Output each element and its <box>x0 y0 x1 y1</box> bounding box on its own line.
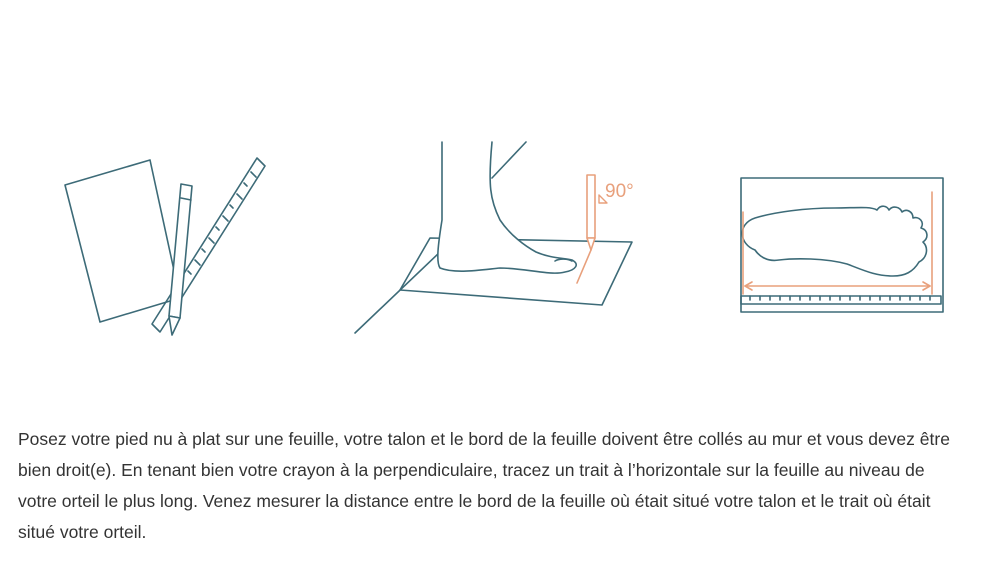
pencil-icon <box>169 184 192 335</box>
foot-measurement-illustration <box>735 172 950 317</box>
paper-pencil-ruler-illustration <box>55 150 275 345</box>
foot-on-paper-illustration <box>350 140 650 340</box>
angle-label: 90° <box>605 181 634 202</box>
instructions-text: Posez votre pied nu à plat sur une feuille, votre talon et le bord de la feuille doivent être collés au mur et vous devez être bien droit(e). En tenant bien votre crayon à la perpendiculaire, tracez un trait à l’horizontale sur la feuille au niveau de votre orteil le plus long. Venez mesurer la distance entre le bord de la feuille où était situé votre talon et le trait où était situé votre orteil. <box>18 429 950 542</box>
paper-sheet-icon <box>741 178 943 312</box>
ruler-icon <box>741 296 941 304</box>
paper-sheet-icon <box>65 160 180 322</box>
pencil-vertical-icon <box>577 175 607 283</box>
foot-outline-icon <box>742 206 927 276</box>
